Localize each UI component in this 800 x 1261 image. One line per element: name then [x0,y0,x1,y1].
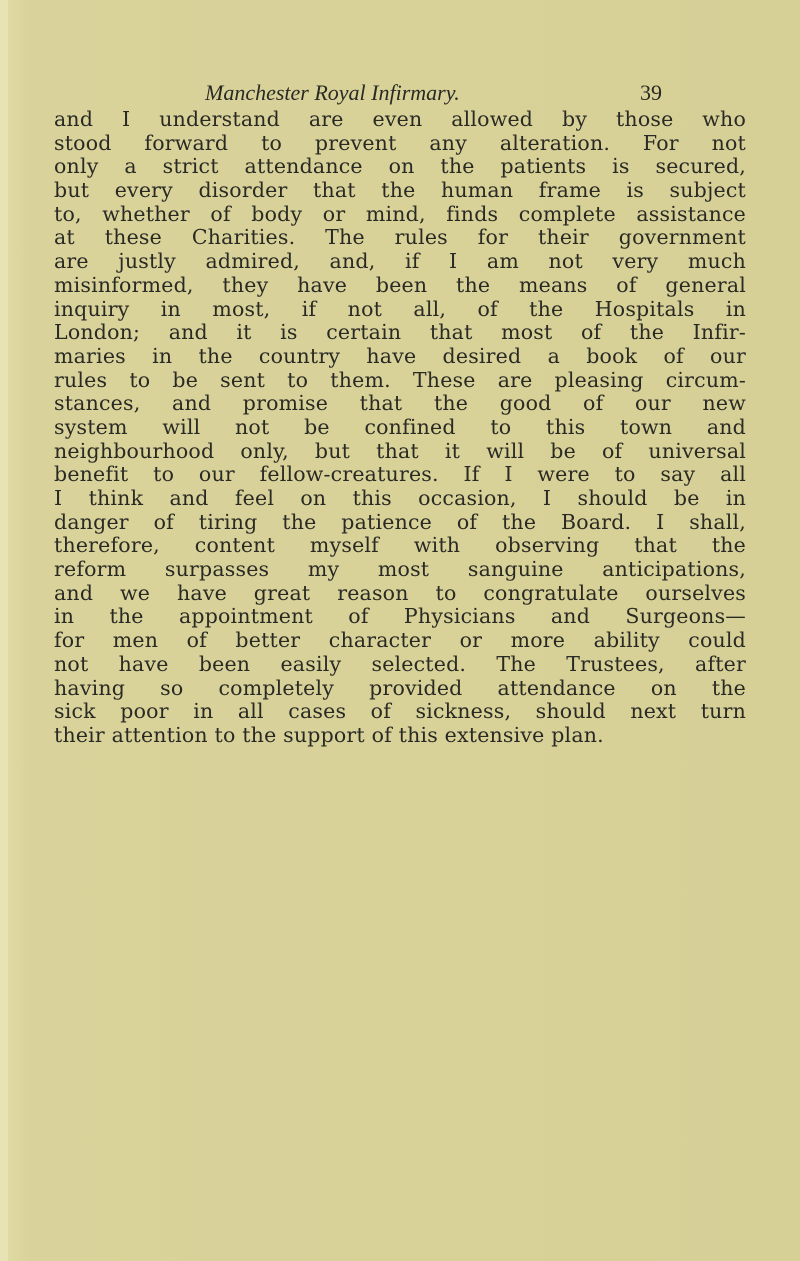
text-line: to, whether of body or mind, finds complete assistance [54,201,746,226]
text-line: their attention to the support of this extensive plan. [54,722,604,747]
text-line: stood forward to prevent any alteration. For not [54,130,746,155]
text-line: misinformed, they have been the means of general [54,272,746,297]
text-line: London; and it is certain that most of the Infir- [54,320,746,345]
text-line: only a strict attendance on the patients is secured, [54,154,746,179]
page-header [0,80,800,110]
text-line: I think and feel on this occasion, I should be in [54,486,746,510]
text-line: for men of better character or more ability could [54,628,746,653]
text-line: at these Charities. The rules for their government [54,225,746,250]
text-line: danger of tiring the patience of the Board. I shall, [54,509,746,534]
text-line: and I understand are even allowed by those who [54,107,746,131]
text-line: not have been easily selected. The Trustees, after [54,651,746,676]
text-line: neighbourhood only, but that it will be of universal [54,438,746,463]
text-line: are justly admired, and, if I am not very much [54,249,746,274]
text-line: stances, and promise that the good of our new [54,391,746,416]
text-line: in the appointment of Physicians and Surgeons— [54,604,746,629]
text-line: therefore, content myself with observing that the [54,533,746,558]
running-title: Manchester Royal Infirmary. [205,80,460,105]
page-number: 39 [640,80,662,105]
text-line: system will not be confined to this town and [54,414,746,439]
text-line: having so completely provided attendance on the [54,675,746,700]
text-line: but every disorder that the human frame is subject [54,178,746,203]
text-line: maries in the country have desired a book of our [54,343,746,368]
text-line: and we have great reason to congratulate ourselves [54,580,746,605]
text-line: rules to be sent to them. These are pleasing circum- [54,367,746,392]
text-line: reform surpasses my most sanguine anticipations, [54,557,746,582]
text-line: inquiry in most, if not all, of the Hospitals in [54,296,746,321]
text-line: benefit to our fellow-creatures. If I were to say all [54,462,746,487]
page-edge [0,0,8,1261]
text-line: sick poor in all cases of sickness, should next turn [54,699,746,724]
body-text [54,108,746,748]
